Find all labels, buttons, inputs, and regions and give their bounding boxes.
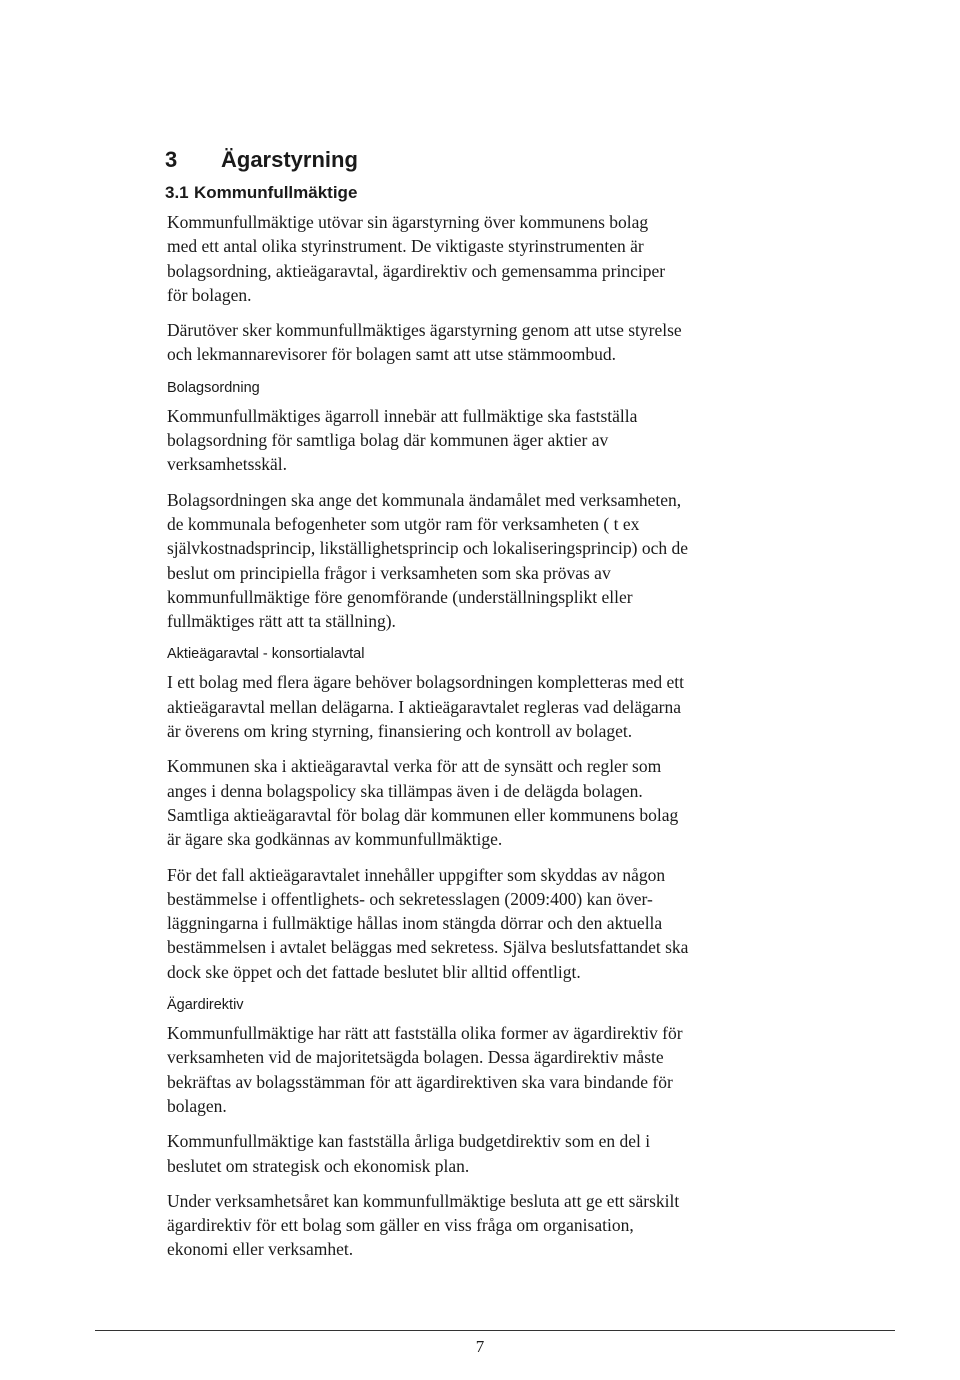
subsection-heading xyxy=(165,182,357,204)
section-title: Ägarstyrning xyxy=(221,147,358,172)
subheading-aktieagaravtal: Aktieägaravtal - konsortialavtal xyxy=(167,646,365,663)
paragraph: Kommunfullmäktige utövar sin ägarstyrning över kommunens bolag med ett antal olika styrinstrument. De viktigaste styrinstrumenten är bolagsordning, aktieägaravtal, ägardirektiv och gemensamma principer för bolagen. xyxy=(167,212,666,305)
subheading-agardirektiv: Ägardirektiv xyxy=(167,997,244,1014)
page-number: 7 xyxy=(475,1337,485,1356)
footer-divider xyxy=(95,1330,895,1331)
paragraph: Kommunen ska i aktieägaravtal verka för att de synsätt och regler som anges i denna bolagspolicy ska tillämpas även i de delägda bolagen. Samtliga aktieägaravtal för bolag där kommunen eller kommunens bolag är ägare ska godkännas av kommunfullmäktige. xyxy=(167,756,679,850)
subsection-title: Kommunfullmäktige xyxy=(194,183,358,202)
subheading-bolagsordning: Bolagsordning xyxy=(167,379,260,396)
paragraph: Bolagsordningen ska ange det kommunala ändamålet med verksamheten, de kommunala befogenheter som utgör ram för verksamheten ( t ex självkostnadsprincip, likställighetsprincip och lokaliseringsprincip) och de beslut om principiella frågor i verksamheten som ska prövas av kommunfullmäktige före genomförande (underställningsplikt eller fullmäktiges rätt att ta ställning). xyxy=(167,489,689,632)
paragraph: I ett bolag med flera ägare behöver bolagsordningen kompletteras med ett aktieägaravtal mellan delägarna. I aktieägaravtalet regleras vad delägarna är överens om kring styrning, finansiering och kontroll av bolaget. xyxy=(167,672,685,742)
section-heading xyxy=(165,146,358,174)
paragraph: Kommunfullmäktiges ägarroll innebär att fullmäktige ska fastställa bolagsordning för samtliga bolag där kommunen äger aktier av verksamhetsskäl. xyxy=(167,405,638,475)
subsection-number: 3.1 xyxy=(165,183,189,202)
paragraph: Kommunfullmäktige kan fastställa årliga budgetdirektiv som en del i beslutet om strategisk och ekonomisk plan. xyxy=(167,1131,651,1176)
body-text xyxy=(167,210,827,1273)
paragraph: Kommunfullmäktige har rätt att fastställa olika former av ägardirektiv för verksamheten vid de majoritetsägda bolagen. Dessa ägardirektiv måste bekräftas av bolagsstämman för att ägardirektiven ska vara bindande för bolagen. xyxy=(167,1023,683,1116)
paragraph: För det fall aktieägaravtalet innehåller uppgifter som skyddas av någon bestämmelse i offentlighets- och sekretesslagen (2009:400) kan över- läggningarna i fullmäktige hållas inom stängda dörrar och den aktuella bestämmelsen i avtalet beläggas med sekretess. Själva beslutsfattandet ska dock ske öppet och det fattade beslutet blir alltid offentligt. xyxy=(167,864,689,982)
paragraph: Därutöver sker kommunfullmäktiges ägarstyrning genom att utse styrelse och lekmannarevisorer för bolagen samt att utse stämmoombud. xyxy=(167,320,682,365)
section-number: 3 xyxy=(165,147,178,172)
paragraph: Under verksamhetsåret kan kommunfullmäktige besluta att ge ett särskilt ägardirektiv för ett bolag som gäller en viss fråga om organisation, ekonomi eller verksamhet. xyxy=(167,1190,680,1260)
